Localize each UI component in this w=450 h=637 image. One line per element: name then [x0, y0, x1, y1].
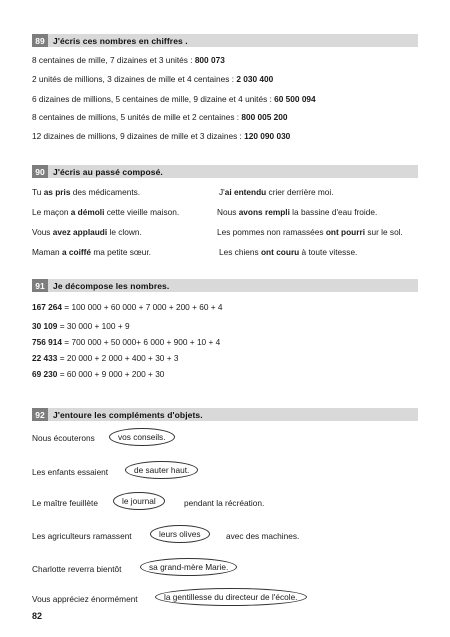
exercise-title: J'écris au passé composé.: [53, 166, 163, 177]
answer-line: 8 centaines de mille, 7 dizaines et 3 unités : 800 073: [32, 55, 225, 65]
exercise-number: 91: [32, 279, 48, 292]
decomposition-line: 69 230 = 60 000 + 9 000 + 200 + 30: [32, 369, 165, 379]
sentence-end: pendant la récréation.: [184, 498, 265, 508]
sentence-left: Tu as pris des médicaments.: [32, 187, 141, 197]
sentence-start: Le maître feuillète: [32, 498, 98, 508]
sentence-left: Maman a coiffé ma petite sœur.: [32, 247, 151, 257]
answer-line: 2 unités de millions, 3 dizaines de mille et 4 centaines : 2 030 400: [32, 74, 274, 84]
decomposition-line: 22 433 = 20 000 + 2 000 + 400 + 30 + 3: [32, 353, 179, 363]
exercise-number: 90: [32, 165, 48, 178]
exercise-92: [32, 408, 418, 421]
sentence-right: Les chiens ont couru à toute vitesse.: [219, 247, 358, 257]
exercise-number: 89: [32, 34, 48, 47]
exercise-header: [32, 279, 418, 292]
decomposition-line: 30 109 = 30 000 + 100 + 9: [32, 321, 130, 331]
sentence-right: Nous avons rempli la bassine d'eau froide.: [217, 207, 378, 217]
exercise-title: Je décompose les nombres.: [53, 280, 170, 291]
sentence-start: Les enfants essaient: [32, 467, 109, 477]
exercise-header: [32, 408, 418, 421]
sentence-start: Charlotte reverra bientôt: [32, 564, 122, 574]
answer-line: 12 dizaines de millions, 9 dizaines de mille et 3 dizaines : 120 090 030: [32, 131, 291, 141]
sentence-end: avec des machines.: [226, 531, 300, 541]
circled-complement: le journal: [113, 492, 165, 510]
circled-complement: vos conseils.: [109, 428, 175, 446]
exercise-89: [32, 34, 418, 47]
exercise-header: [32, 165, 418, 178]
sentence-right: J'ai entendu crier derrière moi.: [219, 187, 334, 197]
sentence-start: Les agriculteurs ramassent: [32, 531, 132, 541]
circled-complement: sa grand-mère Marie.: [140, 558, 237, 576]
answer-line: 6 dizaines de millions, 5 centaines de mille, 9 dizaine et 4 unités : 60 500 094: [32, 94, 316, 104]
sentence-start: Vous appréciez énormément: [32, 594, 138, 604]
sentence-left: Vous avez applaudi le clown.: [32, 227, 142, 237]
answer-line: 8 centaines de millions, 5 unités de mille et 2 centaines : 800 005 200: [32, 112, 288, 122]
page-number: 82: [32, 611, 43, 621]
exercise-number: 92: [32, 408, 48, 421]
exercise-90: [32, 165, 418, 178]
circled-complement: de sauter haut.: [125, 461, 198, 479]
exercise-header: [32, 34, 418, 47]
exercise-title: J'écris ces nombres en chiffres .: [53, 35, 188, 46]
circled-complement: leurs olives: [150, 525, 210, 543]
decomposition-line: 167 264 = 100 000 + 60 000 + 7 000 + 200 + 60 + 4: [32, 302, 223, 312]
circled-complement: la gentillesse du directeur de l'école.: [155, 588, 307, 606]
decomposition-line: 756 914 = 700 000 + 50 000+ 6 000 + 900 + 10 + 4: [32, 337, 221, 347]
sentence-left: Le maçon a démoli cette vieille maison.: [32, 207, 180, 217]
exercise-title: J'entoure les compléments d'objets.: [53, 409, 203, 420]
sentence-start: Nous écouterons: [32, 433, 95, 443]
sentence-right: Les pommes non ramassées ont pourri sur le sol.: [217, 227, 403, 237]
exercise-91: [32, 279, 418, 292]
